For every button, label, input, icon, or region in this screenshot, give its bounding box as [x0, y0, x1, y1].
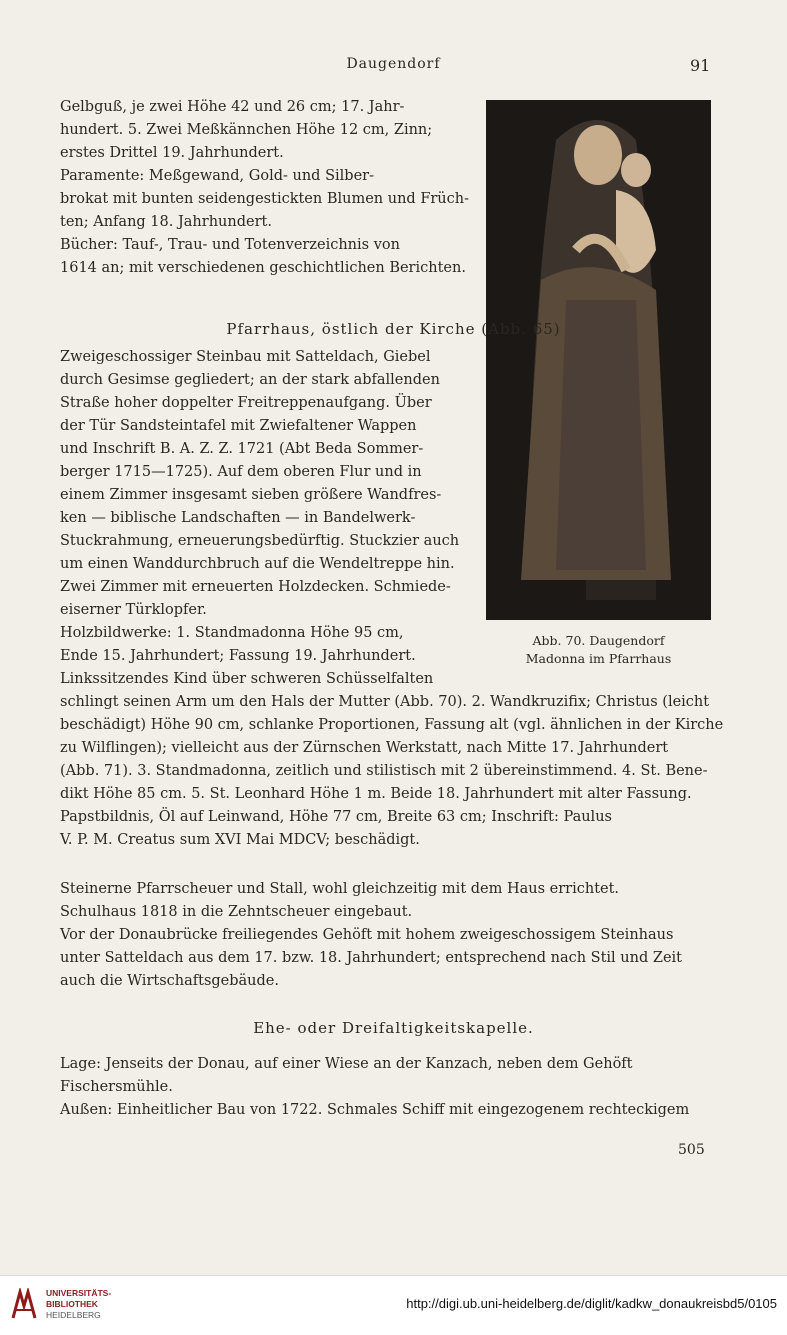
section-heading-pfarrhaus: Pfarrhaus, östlich der Kirche (Abb. 65) — [226, 320, 561, 338]
pfarrhaus-line-8: ken — biblische Landschaften — in Bandelwerk- — [60, 510, 416, 526]
text-line-3: erstes Drittel 19. Jahrhundert. — [60, 145, 284, 161]
text-line-2: hundert. 5. Zwei Meßkännchen Höhe 12 cm, Zinn; — [60, 122, 433, 138]
full-line-6: Papstbildnis, Öl auf Leinwand, Höhe 77 cm, Breite 63 cm; Inschrift: Paulus — [60, 809, 612, 825]
pfarrhaus-line-1: Zweigeschossiger Steinbau mit Satteldach, Giebel — [60, 349, 431, 365]
page-number: 91 — [690, 56, 711, 75]
building-line-4: unter Satteldach aus dem 17. bzw. 18. Jahrhundert; entsprechend nach Stil und Zeit — [60, 950, 682, 966]
building-line-3: Vor der Donaubrücke freiliegendes Gehöft mit hohem zweigeschossigem Steinhaus — [60, 927, 674, 943]
full-line-1: schlingt seinen Arm um den Hals der Mutter (Abb. 70). 2. Wandkruzifix; Christus (leicht — [60, 694, 710, 710]
pfarrhaus-line-13: Holzbildwerke: 1. Standmadonna Höhe 95 cm, — [60, 625, 404, 641]
section-heading-kapelle: Ehe- oder Dreifaltigkeitskapelle. — [253, 1019, 534, 1037]
kapelle-line-1: Lage: Jenseits der Donau, auf einer Wiese an der Kanzach, neben dem Gehöft — [60, 1056, 633, 1072]
text-line-4: Paramente: Meßgewand, Gold- und Silber- — [60, 168, 374, 184]
full-line-3: zu Wilflingen); vielleicht aus der Zürnschen Werkstatt, nach Mitte 17. Jahrhundert — [60, 740, 669, 756]
pfarrhaus-line-6: berger 1715—1725). Auf dem oberen Flur und in — [60, 464, 422, 480]
text-line-5: brokat mit bunten seidengestickten Blumen und Früch- — [60, 191, 470, 207]
footer-page-number: 505 — [678, 1142, 705, 1158]
library-logo-icon — [10, 1288, 38, 1322]
full-line-4: (Abb. 71). 3. Standmadonna, zeitlich und stilistisch mit 2 übereinstimmend. 4. St. Bene- — [60, 763, 708, 779]
madonna-figure — [486, 100, 711, 620]
full-line-5: dikt Höhe 85 cm. 5. St. Leonhard Höhe 1 m. Beide 18. Jahrhundert mit alter Fassung. — [60, 786, 692, 802]
running-header: Daugendorf — [346, 56, 441, 72]
full-line-2: beschädigt) Höhe 90 cm, schlanke Proportionen, Fassung alt (vgl. ähnlichen in der Kirche — [60, 717, 724, 733]
pfarrhaus-line-12: eiserner Türklopfer. — [60, 602, 207, 618]
source-url-link[interactable]: http://digi.ub.uni-heidelberg.de/diglit/kadkw_donaukreisbd5/0105 — [406, 1296, 777, 1311]
library-name[interactable] — [46, 1288, 111, 1321]
pfarrhaus-line-14: Ende 15. Jahrhundert; Fassung 19. Jahrhundert. — [60, 648, 416, 664]
pfarrhaus-line-3: Straße hoher doppelter Freitreppenaufgang. Über — [60, 395, 432, 411]
madonna-image — [486, 100, 711, 620]
pfarrhaus-line-10: um einen Wanddurchbruch auf die Wendeltreppe hin. — [60, 556, 455, 572]
library-name-line3: HEIDELBERG — [46, 1310, 101, 1320]
building-line-1: Steinerne Pfarrscheuer und Stall, wohl gleichzeitig mit dem Haus errichtet. — [60, 881, 620, 897]
pfarrhaus-line-11: Zwei Zimmer mit erneuerten Holzdecken. Schmiede- — [60, 579, 451, 595]
library-name-line1: UNIVERSITÄTS- — [46, 1288, 112, 1298]
pfarrhaus-line-2: durch Gesimse gegliedert; an der stark abfallenden — [60, 372, 440, 388]
kapelle-line-2: Fischersmühle. — [60, 1079, 173, 1095]
building-line-5: auch die Wirtschaftsgebäude. — [60, 973, 279, 989]
kapelle-line-3: Außen: Einheitlicher Bau von 1722. Schmales Schiff mit eingezogenem rechteckigem — [60, 1102, 690, 1118]
library-name-line2: BIBLIOTHEK — [46, 1299, 98, 1309]
pfarrhaus-line-15: Linkssitzendes Kind über schweren Schüsselfalten — [60, 671, 434, 687]
pfarrhaus-line-9: Stuckrahmung, erneuerungsbedürftig. Stuckzier auch — [60, 533, 460, 549]
figure-caption-line2: Madonna im Pfarrhaus — [525, 651, 672, 666]
figure-caption-line1: Abb. 70. Daugendorf — [532, 633, 665, 648]
text-line-6: ten; Anfang 18. Jahrhundert. — [60, 214, 272, 230]
building-line-2: Schulhaus 1818 in die Zehntscheuer eingebaut. — [60, 904, 413, 920]
pfarrhaus-line-4: der Tür Sandsteintafel mit Zwiefaltener Wappen — [60, 418, 417, 434]
text-line-1: Gelbguß, je zwei Höhe 42 und 26 cm; 17. Jahr- — [60, 99, 405, 115]
text-line-7: Bücher: Tauf-, Trau- und Totenverzeichnis von — [60, 237, 400, 253]
pfarrhaus-line-7: einem Zimmer insgesamt sieben größere Wandfres- — [60, 487, 442, 503]
text-line-8: 1614 an; mit verschiedenen geschichtlichen Berichten. — [60, 260, 466, 276]
full-line-7: V. P. M. Creatus sum XVI Mai MDCV; beschädigt. — [60, 832, 420, 848]
pfarrhaus-line-5: und Inschrift B. A. Z. Z. 1721 (Abt Beda Sommer- — [60, 441, 424, 457]
